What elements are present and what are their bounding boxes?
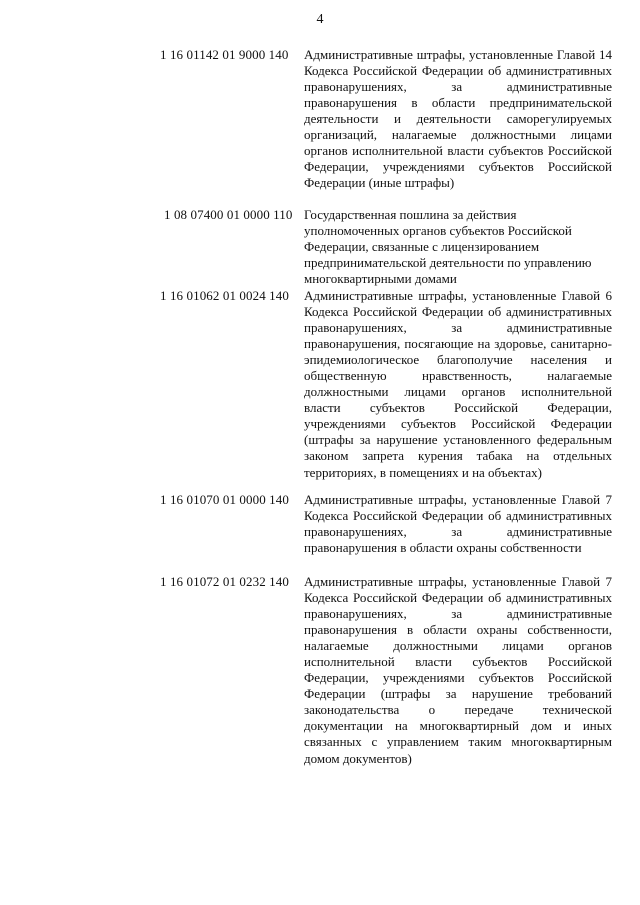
classification-code: 1 16 01072 01 0232 140: [160, 574, 289, 589]
item-description: Административные штрафы, установленные Главой 7 Кодекса Российской Федерации об административных правонарушениях, за административные правонарушения в области охраны собственности: [304, 492, 612, 556]
classification-code: 1 16 01062 01 0024 140: [160, 288, 289, 303]
classification-code: 1 08 07400 01 0000 110: [164, 207, 293, 222]
item-description: Административные штрафы, установленные Главой 7 Кодекса Российской Федерации об административных правонарушениях, за административные правонарушения в области охраны собственности, налагаемые должностными лицами органов исполнительной власти субъектов Российской Федерации, учреждениями субъектов Российской Федерации (штрафы за нарушение требований законодательства о передаче технической документации на многоквартирный дом и иных связанных с управлением таким многоквартирным домом документов): [304, 574, 612, 766]
page-number: 4: [316, 12, 324, 27]
classification-code: 1 16 01142 01 9000 140: [160, 47, 289, 62]
classification-code: 1 16 01070 01 0000 140: [160, 492, 289, 507]
item-description: Государственная пошлина за действия уполномоченных органов субъектов Российской Федерации, связанные с лицензированием предпринимательской деятельности по управлению многоквартирными домами: [304, 207, 592, 287]
item-description: Административные штрафы, установленные Главой 6 Кодекса Российской Федерации об административных правонарушениях, за административные правонарушения, посягающие на здоровье, санитарно-эпидемиологическое благополучие населения и общественную нравственность, налагаемые должностными лицами органов исполнительной власти субъектов Российской Федерации, учреждениями субъектов Российской Федерации (штрафы за нарушение установленного федеральным законом запрета курения табака на отдельных территориях, в помещениях и на объектах): [304, 288, 612, 480]
item-description: Административные штрафы, установленные Главой 14 Кодекса Российской Федерации об административных правонарушениях, за административные правонарушения в области предпринимательской деятельности и деятельности саморегулируемых организаций, налагаемые должностными лицами органов исполнительной власти субъектов Российской Федерации, учреждениями субъектов Российской Федерации (иные штрафы): [304, 47, 612, 191]
